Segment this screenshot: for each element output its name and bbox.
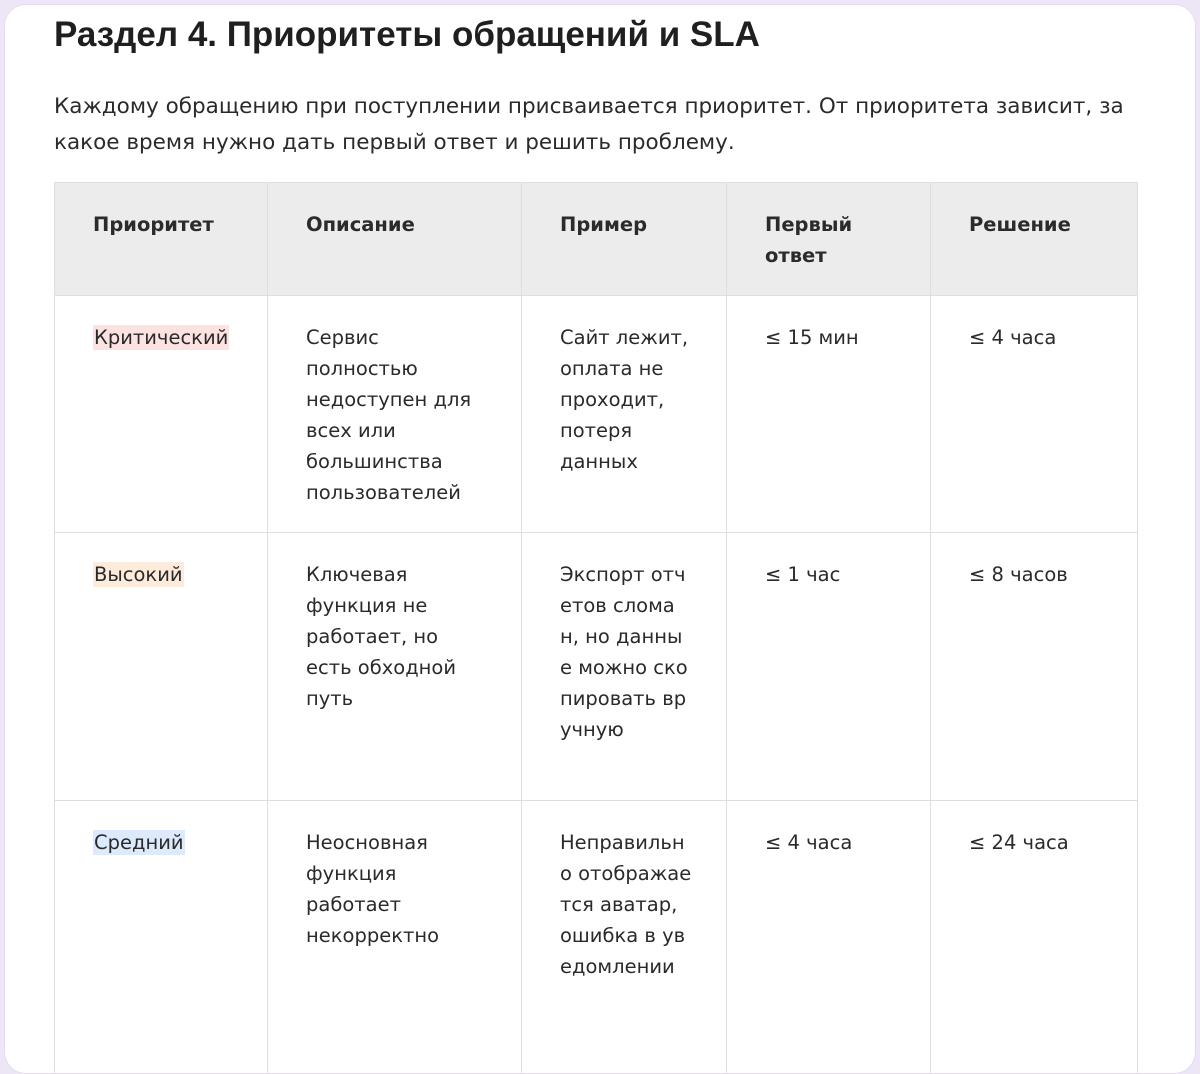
description-cell: Ключевая функция не работает, но есть обходной путь: [268, 533, 522, 801]
priority-medium-label: Средний: [93, 830, 185, 855]
header-example: Пример: [522, 183, 727, 296]
description-cell: Сервис полностью недоступен для всех или большинства пользователей: [268, 296, 522, 533]
priority-critical-label: Критический: [93, 325, 229, 350]
example-cell: Неправильно отображается аватар, ошибка в уведомлении: [522, 801, 727, 1074]
table-row: [55, 296, 1138, 533]
document-card: [4, 4, 1196, 1074]
table-header-row: [55, 183, 1138, 296]
example-cell: Сайт лежит, оплата не проходит, потеря данных: [522, 296, 727, 533]
section-title: Раздел 4. Приоритеты обращений и SLA: [54, 15, 760, 55]
priority-high-label: Высокий: [93, 562, 184, 587]
priority-cell: [55, 296, 268, 533]
resolution-cell: ≤ 24 часа: [931, 801, 1138, 1074]
header-first-response: Первый ответ: [727, 183, 931, 296]
priority-cell: [55, 801, 268, 1074]
example-cell: Экспорт отчетов сломан, но данные можно скопировать вручную: [522, 533, 727, 801]
priority-cell: [55, 533, 268, 801]
intro-paragraph: Каждому обращению при поступлении присваивается приоритет. От приоритета зависит, за какое время нужно дать первый ответ и решить проблему.: [54, 89, 1139, 161]
header-priority: Приоритет: [55, 183, 268, 296]
first-response-cell: ≤ 4 часа: [727, 801, 931, 1074]
table-row: [55, 801, 1138, 1074]
header-resolution: Решение: [931, 183, 1138, 296]
description-cell: Неосновная функция работает некорректно: [268, 801, 522, 1074]
table-row: [55, 533, 1138, 801]
resolution-cell: ≤ 8 часов: [931, 533, 1138, 801]
resolution-cell: ≤ 4 часа: [931, 296, 1138, 533]
header-description: Описание: [268, 183, 522, 296]
first-response-cell: ≤ 1 час: [727, 533, 931, 801]
sla-table: [54, 182, 1138, 1074]
first-response-cell: ≤ 15 мин: [727, 296, 931, 533]
